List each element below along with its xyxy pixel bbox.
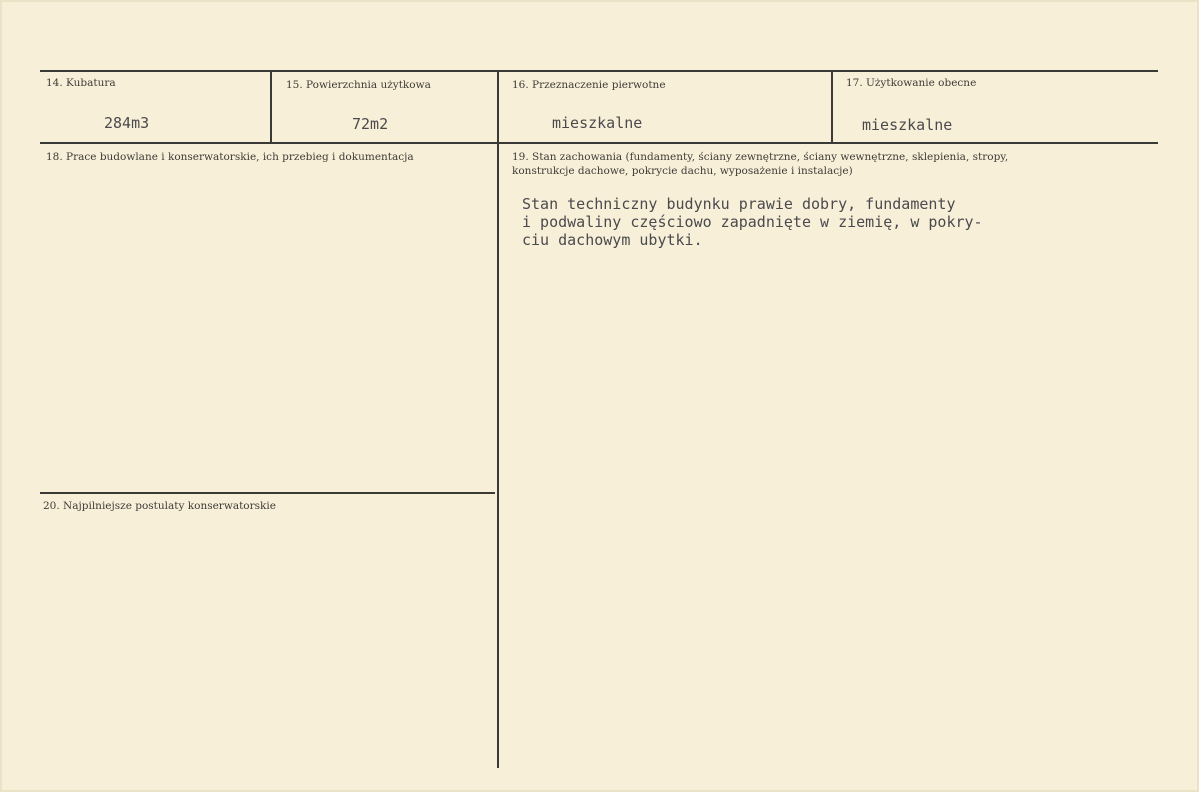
field-16-value: mieszkalne xyxy=(552,114,643,132)
field-17-label: 17. Użytkowanie obecne xyxy=(846,77,977,89)
field-20-label: 20. Najpilniejsze postulaty konserwatorskie xyxy=(43,500,276,512)
field-19-label-line1: 19. Stan zachowania (fundamenty, ściany zewnętrzne, ściany wewnętrzne, sklepienia, stropy, xyxy=(512,151,1009,163)
column-divider-3 xyxy=(831,72,833,142)
column-divider-2 xyxy=(497,72,499,768)
field-19-text-line3: ciu dachowym ubytki. xyxy=(522,231,703,249)
field-19-text-line1: Stan techniczny budynku prawie dobry, fundamenty xyxy=(522,195,956,213)
field-18-label: 18. Prace budowlane i konserwatorskie, ich przebieg i dokumentacja xyxy=(46,151,414,163)
section-divider xyxy=(40,492,495,494)
top-rule xyxy=(40,70,1158,72)
column-divider-1 xyxy=(270,72,272,142)
field-14-value: 284m3 xyxy=(104,114,150,132)
field-14-label: 14. Kubatura xyxy=(46,77,116,89)
field-16-label: 16. Przeznaczenie pierwotne xyxy=(512,79,666,91)
row-divider xyxy=(40,142,1158,144)
field-19-text-line2: i podwaliny częściowo zapadnięte w ziemię, w pokry- xyxy=(522,213,983,231)
field-17-value: mieszkalne xyxy=(862,116,953,134)
field-15-label: 15. Powierzchnia użytkowa xyxy=(286,79,431,91)
field-15-value: 72m2 xyxy=(352,115,389,133)
field-19-label-line2: konstrukcje dachowe, pokrycie dachu, wyposażenie i instalacje) xyxy=(512,165,853,177)
